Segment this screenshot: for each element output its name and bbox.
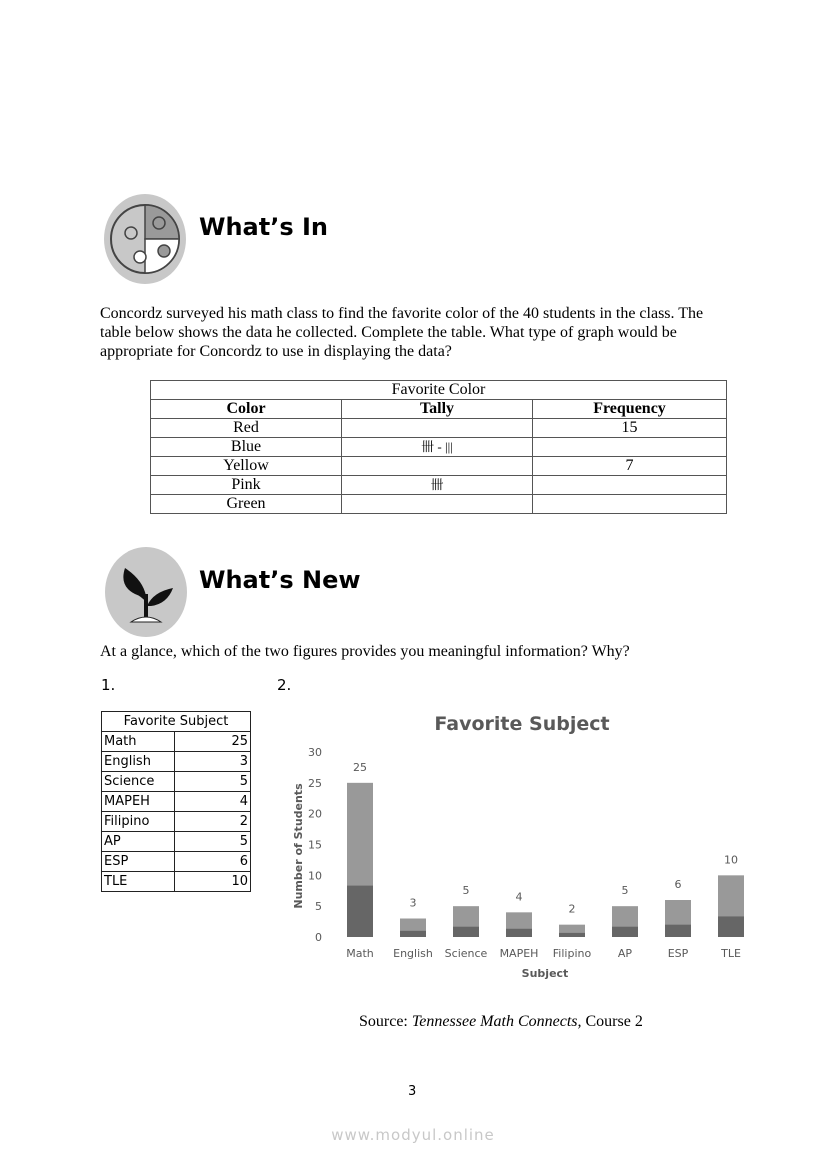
x-tick-label: English xyxy=(393,947,433,960)
data-label: 6 xyxy=(674,878,682,891)
cell-frequency[interactable] xyxy=(533,476,727,495)
cell-count: 4 xyxy=(175,792,251,812)
cell-color: Blue xyxy=(151,438,342,457)
x-tick-label: ESP xyxy=(667,947,689,960)
question-text: At a glance, which of the two figures provides you meaningful information? Why? xyxy=(100,643,630,660)
cell-count: 3 xyxy=(175,752,251,772)
cell-frequency[interactable] xyxy=(533,495,727,514)
cell-subject: ESP xyxy=(102,852,175,872)
chart-title: Favorite Subject xyxy=(434,713,610,735)
bar-shade xyxy=(665,925,691,937)
figure-1-label: 1. xyxy=(101,676,116,694)
table-row xyxy=(151,419,727,438)
table-title: Favorite Subject xyxy=(102,712,251,732)
cell-frequency[interactable]: 7 xyxy=(533,457,727,476)
x-tick-label: Math xyxy=(346,947,374,960)
data-label: 10 xyxy=(724,853,738,867)
table-row xyxy=(102,832,251,852)
table-row xyxy=(102,812,251,832)
data-label: 2 xyxy=(568,902,576,916)
plant-icon xyxy=(105,546,187,638)
y-tick-label: 0 xyxy=(315,931,322,944)
y-tick-label: 25 xyxy=(308,776,322,790)
y-tick-label: 15 xyxy=(308,838,322,852)
source-citation xyxy=(359,1012,643,1031)
cell-count: 2 xyxy=(175,812,251,832)
cell-color: Green xyxy=(151,495,342,514)
puzzle-icon xyxy=(104,193,186,285)
table-row xyxy=(151,495,727,514)
table-row xyxy=(102,732,251,752)
y-tick-label: 20 xyxy=(308,807,322,821)
table-row xyxy=(102,872,251,892)
cell-color: Pink xyxy=(151,476,342,495)
table-row xyxy=(102,752,251,772)
cell-frequency[interactable] xyxy=(533,438,727,457)
favorite-subject-table xyxy=(101,711,251,892)
header-frequency: Frequency xyxy=(533,400,727,419)
table-row xyxy=(102,772,251,792)
cell-subject: Science xyxy=(102,772,175,792)
bar-shade xyxy=(347,886,373,937)
figure-2-label: 2. xyxy=(277,676,292,694)
bar-shade xyxy=(612,927,638,937)
intro-paragraph: Concordz surveyed his math class to find the favorite color of the 40 students in the class. The table below shows the data he collected. Complete the table. What type of graph would be appropriate for Concordz to use in displaying the data? xyxy=(100,305,704,360)
cell-count: 5 xyxy=(175,772,251,792)
header-color: Color xyxy=(151,400,342,419)
section-title-whats-in: What’s In xyxy=(199,213,328,241)
cell-subject: TLE xyxy=(102,872,175,892)
cell-color: Red xyxy=(151,419,342,438)
bar-shade xyxy=(400,931,426,937)
y-tick-label: 10 xyxy=(308,869,322,883)
watermark: www.modyul.online xyxy=(331,1126,495,1144)
cell-tally[interactable] xyxy=(342,419,533,438)
table-row xyxy=(102,852,251,872)
bar-shade xyxy=(453,927,479,937)
cell-subject: Math xyxy=(102,732,175,752)
cell-subject: MAPEH xyxy=(102,792,175,812)
y-axis-label: Number of Students xyxy=(292,783,305,909)
data-label: 5 xyxy=(462,884,470,898)
section-title-whats-new: What’s New xyxy=(199,566,361,594)
x-tick-label: Science xyxy=(444,947,488,960)
table-row xyxy=(151,438,727,457)
data-label: 5 xyxy=(621,884,629,898)
x-axis-label: Subject xyxy=(521,967,569,980)
table-row xyxy=(151,457,727,476)
header-tally: Tally xyxy=(342,400,533,419)
table-row xyxy=(151,476,727,495)
cell-tally[interactable] xyxy=(342,495,533,514)
source-suffix: Course 2 xyxy=(581,1013,643,1030)
cell-count: 6 xyxy=(175,852,251,872)
table-title: Favorite Color xyxy=(151,381,727,400)
cell-color: Yellow xyxy=(151,457,342,476)
cell-tally[interactable]: 卌 - ||| xyxy=(342,438,533,457)
x-tick-label: TLE xyxy=(721,947,741,960)
cell-subject: Filipino xyxy=(102,812,175,832)
cell-frequency[interactable]: 15 xyxy=(533,419,727,438)
cell-count: 25 xyxy=(175,732,251,752)
x-tick-label: AP xyxy=(617,947,633,960)
y-tick-label: 30 xyxy=(308,746,322,759)
y-tick-label: 5 xyxy=(315,900,322,914)
cell-tally[interactable] xyxy=(342,457,533,476)
bar-shade xyxy=(559,933,585,937)
bar-shade xyxy=(718,916,744,937)
bar-shade xyxy=(506,929,532,937)
x-tick-label: MAPEH xyxy=(499,947,539,960)
cell-count: 5 xyxy=(175,832,251,852)
source-title: Tennessee Math Connects, xyxy=(411,1013,582,1030)
data-label: 3 xyxy=(409,896,417,910)
data-label: 4 xyxy=(515,890,523,904)
x-tick-label: Filipino xyxy=(552,947,592,960)
favorite-subject-chart xyxy=(280,700,780,990)
favorite-color-table xyxy=(150,380,727,514)
source-prefix: Source: xyxy=(359,1013,412,1030)
cell-subject: AP xyxy=(102,832,175,852)
cell-subject: English xyxy=(102,752,175,772)
cell-tally[interactable]: 卌 xyxy=(342,476,533,495)
table-row xyxy=(102,792,251,812)
page-number: 3 xyxy=(408,1084,417,1099)
cell-count: 10 xyxy=(175,872,251,892)
data-label: 25 xyxy=(353,760,367,774)
